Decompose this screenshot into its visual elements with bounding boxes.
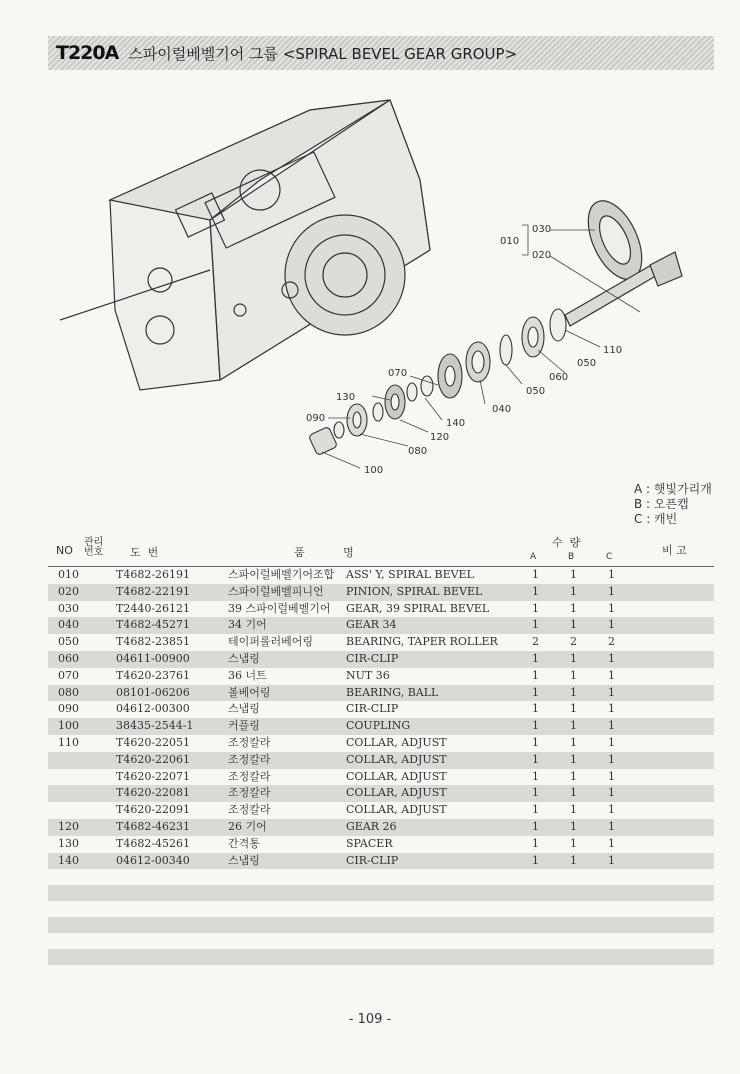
title-bar	[48, 36, 714, 70]
cell-b: 1	[570, 618, 577, 632]
callout-070: 070	[388, 368, 408, 379]
callout-130: 130	[336, 392, 356, 403]
callout-120: 120	[430, 432, 450, 443]
cell-c: 1	[608, 803, 615, 817]
cell-part: T4620-22071	[116, 769, 191, 783]
cell-c: 1	[608, 651, 615, 665]
table-row	[48, 853, 714, 870]
cell-a: 1	[532, 702, 539, 716]
cell-ko: 스파이럴베벨기어조합	[228, 568, 335, 581]
page-number: - 109 -	[348, 1012, 392, 1027]
cell-c: 1	[608, 752, 615, 766]
table-row	[48, 718, 714, 735]
cell-en: PINION, SPIRAL BEVEL	[346, 584, 483, 598]
cell-b: 1	[570, 584, 577, 598]
cell-en: COLLAR, ADJUST	[346, 769, 447, 783]
cell-a: 1	[532, 769, 539, 783]
model-label: T220A	[56, 42, 119, 64]
cell-en: COLLAR, ADJUST	[346, 786, 447, 800]
cell-a: 1	[532, 819, 539, 833]
cell-c: 1	[608, 786, 615, 800]
cell-b: 1	[570, 719, 577, 733]
cell-ko: 조정칼라	[228, 769, 271, 783]
cell-ko: 조정칼라	[228, 735, 271, 749]
table-row	[48, 651, 714, 668]
cell-a: 1	[532, 853, 539, 867]
table-row	[48, 685, 714, 702]
cell-c: 1	[608, 702, 615, 716]
callout-140: 140	[446, 418, 466, 429]
cell-no: 020	[58, 584, 79, 598]
cell-a: 1	[532, 601, 539, 615]
cell-a: 1	[532, 786, 539, 800]
table-row	[48, 836, 714, 853]
cell-a: 1	[532, 668, 539, 682]
cell-b: 1	[570, 702, 577, 716]
cell-ko: 커플링	[228, 719, 260, 733]
header-mgmt: 관리번호	[84, 537, 104, 558]
cell-a: 2	[532, 635, 539, 649]
cell-a: 1	[532, 803, 539, 817]
cell-ko: 39 스파이럴베벨기어	[228, 601, 331, 615]
cell-no: 120	[58, 819, 79, 833]
cell-c: 1	[608, 568, 615, 581]
cell-ko: 간격통	[228, 836, 260, 850]
callout-050-b: 050	[526, 386, 546, 397]
legend-c: C : 캐빈	[634, 512, 678, 526]
table-row	[48, 769, 714, 786]
cell-a: 1	[532, 651, 539, 665]
page-title: 스파이럴베벨기어 그룹 <SPIRAL BEVEL GEAR GROUP>	[128, 44, 518, 63]
header-no: NO	[56, 544, 73, 557]
cell-ko: 테이퍼롤러베어링	[228, 635, 314, 649]
table-row	[48, 567, 714, 584]
table-row	[48, 601, 714, 618]
cell-part: 08101-06206	[116, 685, 190, 699]
cell-c: 2	[608, 635, 615, 649]
cell-b: 1	[570, 836, 577, 850]
table-row	[48, 735, 714, 752]
cell-part: T4620-22091	[116, 803, 191, 817]
cell-no: 130	[58, 836, 79, 850]
cell-part: T2440-26121	[116, 601, 191, 615]
table-row	[48, 802, 714, 819]
cell-part: T4682-46231	[116, 819, 191, 833]
cell-b: 1	[570, 819, 577, 833]
cell-c: 1	[608, 836, 615, 850]
cell-ko: 조정칼라	[228, 803, 271, 817]
cell-c: 1	[608, 668, 615, 682]
cell-ko: 스파이럴베벨피니언	[228, 584, 324, 598]
cell-a: 1	[532, 836, 539, 850]
cell-part: T4620-23761	[116, 668, 191, 682]
table-row	[48, 584, 714, 601]
cell-no: 100	[58, 719, 79, 733]
table-row	[48, 785, 714, 802]
cell-c: 1	[608, 685, 615, 699]
cell-part: T4682-22191	[116, 584, 191, 598]
table-row	[48, 668, 714, 685]
blank-row	[48, 869, 714, 885]
cell-b: 1	[570, 651, 577, 665]
cell-no: 090	[58, 702, 79, 716]
legend-a: A : 햇빛가리개	[634, 482, 712, 496]
cell-c: 1	[608, 601, 615, 615]
table-row	[48, 701, 714, 718]
header-b: B	[568, 552, 575, 562]
cell-ko: 조정칼라	[228, 786, 271, 800]
cell-no: 050	[58, 635, 79, 649]
cell-ko: 스냅링	[228, 651, 260, 665]
cell-part: T4682-45261	[116, 836, 191, 850]
cell-ko: 스냅링	[228, 853, 260, 867]
gearbox-housing	[60, 100, 430, 390]
table-row	[48, 617, 714, 634]
cell-part: T4620-22051	[116, 735, 191, 749]
cell-en: ASS' Y, SPIRAL BEVEL	[346, 568, 474, 581]
cell-b: 1	[570, 668, 577, 682]
cell-b: 1	[570, 786, 577, 800]
cell-ko: 36 너트	[228, 668, 267, 682]
cell-c: 1	[608, 769, 615, 783]
cell-b: 1	[570, 735, 577, 749]
cell-b: 1	[570, 769, 577, 783]
cell-en: COLLAR, ADJUST	[346, 752, 447, 766]
cell-a: 1	[532, 719, 539, 733]
callout-110: 110	[603, 345, 623, 356]
cell-part: 38435-2544-1	[116, 719, 194, 733]
callout-100: 100	[364, 465, 384, 476]
exploded-parts-diagram	[60, 80, 700, 480]
cell-no: 040	[58, 618, 79, 632]
cell-b: 2	[570, 635, 577, 649]
cell-en: SPACER	[346, 836, 393, 850]
cell-b: 1	[570, 853, 577, 867]
cell-no: 010	[58, 568, 79, 581]
cell-en: COUPLING	[346, 719, 411, 733]
cell-b: 1	[570, 568, 577, 581]
cell-c: 1	[608, 719, 615, 733]
table-row	[48, 752, 714, 769]
callout-020: 020	[532, 250, 552, 261]
blank-row	[48, 933, 714, 949]
cell-part: T4682-23851	[116, 635, 191, 649]
cell-a: 1	[532, 685, 539, 699]
cell-en: CIR-CLIP	[346, 702, 399, 716]
cell-part: 04612-00300	[116, 702, 190, 716]
table-row	[48, 819, 714, 836]
callout-030: 030	[532, 224, 552, 235]
cell-c: 1	[608, 853, 615, 867]
cell-ko: 26 기어	[228, 819, 267, 833]
table-body	[48, 567, 714, 869]
cell-en: GEAR, 39 SPIRAL BEVEL	[346, 601, 490, 615]
header-name: 품 명	[294, 546, 354, 559]
model-legend	[634, 482, 712, 527]
cell-en: COLLAR, ADJUST	[346, 803, 447, 817]
header-qty: 수 량	[552, 536, 581, 549]
cell-c: 1	[608, 584, 615, 598]
cell-c: 1	[608, 618, 615, 632]
cell-no: 140	[58, 853, 79, 867]
cell-no: 060	[58, 651, 79, 665]
cell-c: 1	[608, 819, 615, 833]
cell-no: 070	[58, 668, 79, 682]
table-header	[48, 532, 714, 567]
legend-b: B : 오픈캡	[634, 497, 689, 511]
cell-no: 030	[58, 601, 79, 615]
cell-part: 04612-00340	[116, 853, 190, 867]
blank-row	[48, 917, 714, 933]
cell-en: NUT 36	[346, 668, 390, 682]
cell-a: 1	[532, 752, 539, 766]
header-c: C	[606, 552, 613, 562]
cell-b: 1	[570, 803, 577, 817]
cell-part: 04611-00900	[116, 651, 190, 665]
cell-part: T4620-22061	[116, 752, 191, 766]
cell-en: GEAR 34	[346, 618, 397, 632]
callout-080: 080	[408, 446, 428, 457]
callout-090: 090	[306, 413, 326, 424]
callout-060: 060	[549, 372, 569, 383]
cell-part: T4620-22081	[116, 786, 191, 800]
cell-en: COLLAR, ADJUST	[346, 735, 447, 749]
header-a: A	[530, 552, 537, 562]
blank-row	[48, 885, 714, 901]
cell-en: BEARING, TAPER ROLLER	[346, 635, 498, 649]
cell-no: 110	[58, 735, 79, 749]
cell-no: 080	[58, 685, 79, 699]
cell-en: CIR-CLIP	[346, 651, 399, 665]
cell-a: 1	[532, 584, 539, 598]
callout-050: 050	[577, 358, 597, 369]
cell-en: CIR-CLIP	[346, 853, 399, 867]
cell-part: T4682-45271	[116, 618, 191, 632]
blank-row	[48, 901, 714, 917]
cell-a: 1	[532, 735, 539, 749]
cell-c: 1	[608, 735, 615, 749]
cell-b: 1	[570, 752, 577, 766]
header-drawing: 도 번	[130, 546, 159, 559]
callout-010: 010	[500, 236, 520, 247]
cell-a: 1	[532, 618, 539, 632]
callout-040: 040	[492, 404, 512, 415]
cell-ko: 볼베어링	[228, 685, 271, 699]
cell-part: T4682-26191	[116, 568, 191, 581]
cell-en: BEARING, BALL	[346, 685, 439, 699]
cell-b: 1	[570, 685, 577, 699]
cell-ko: 스냅링	[228, 702, 260, 716]
header-remarks: 비 고	[662, 544, 687, 557]
cell-b: 1	[570, 601, 577, 615]
cell-en: GEAR 26	[346, 819, 397, 833]
table-row	[48, 634, 714, 651]
parts-table	[48, 532, 714, 965]
cell-a: 1	[532, 568, 539, 581]
cell-ko: 34 기어	[228, 618, 267, 632]
cell-ko: 조정칼라	[228, 752, 271, 766]
blank-row	[48, 949, 714, 965]
